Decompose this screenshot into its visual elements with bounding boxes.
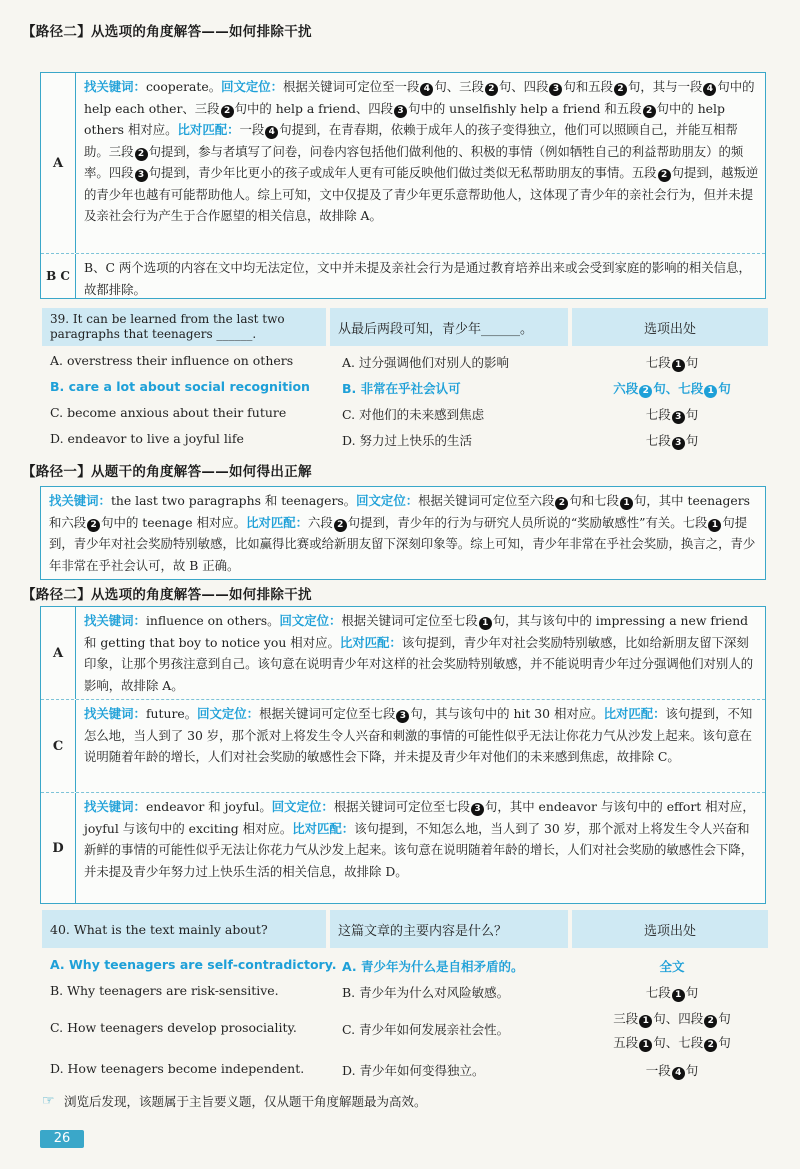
- compare-text: 六段: [308, 514, 333, 530]
- q40-question-zh: [330, 910, 568, 948]
- compare-text: 句提到，青少年对社会奖励特别敏感，比如赢得比赛或给新朋友留下深刻印象等。综上可知，青少年非常在乎社会奖励，换言之，青少年非常在乎社会认可，故 B 正确。: [49, 514, 756, 573]
- q39-option-c: [42, 402, 768, 426]
- locate-text: 句，其中 teenagers 和六段: [49, 493, 751, 530]
- compare-text: 该句提到，不知怎么地，当人到了 30 岁，那个派对上将发生令人兴奋和新鲜的事情的可能性似乎无法让你花力气从沙发上起来。该句意在说明随着年龄的增长，人们对社会奖励的敏感性会下降，并未提及青少年努力过上快乐生活的相关信息，故排除 D。: [84, 820, 754, 879]
- tip-text: 浏览后发现，该题属于主旨要义题，仅从题干角度解题最为高效。: [64, 1094, 427, 1109]
- sentence-number-icon: 1: [620, 497, 633, 510]
- source-text: 句、四段: [653, 1011, 704, 1026]
- sentence-number-icon: 1: [639, 1039, 652, 1052]
- sentence-number-icon: 1: [708, 519, 721, 532]
- locate-text: 句、三段: [434, 79, 484, 94]
- keyword-label: 找关键词：: [84, 79, 146, 94]
- keyword-label: 找关键词：: [84, 613, 146, 628]
- locate-text: 句、四段: [498, 79, 549, 94]
- source-text: 句、七段: [653, 381, 704, 396]
- source-text: 句: [718, 1035, 731, 1050]
- option-letter: B C: [41, 254, 76, 298]
- sentence-number-icon: 1: [479, 617, 492, 630]
- sentence-number-icon: 2: [658, 169, 671, 182]
- sentence-number-icon: 3: [471, 803, 484, 816]
- sentence-number-icon: 2: [87, 519, 100, 532]
- locate-text: 根据关键词可定位至一段: [283, 79, 420, 94]
- source-text: 句、七段: [653, 1035, 704, 1050]
- option-row-c: [41, 699, 765, 792]
- sentence-number-icon: 2: [221, 105, 234, 118]
- option-row-bc: [41, 253, 765, 298]
- option-en: A. Why teenagers are self-contradictory.: [50, 957, 337, 972]
- option-letter: A: [41, 73, 76, 253]
- compare-label: 比对匹配：: [246, 514, 309, 530]
- compare-text: 一段: [239, 122, 265, 137]
- q40-option-a: [42, 954, 768, 978]
- option-zh: D. 青少年如何变得独立。: [342, 1063, 485, 1078]
- option-source: [577, 1033, 767, 1052]
- locate-text: 句，其与该句中的 impressing a new friend 和 getting that boy to notice you 相对应。: [84, 613, 749, 650]
- option-en: C. become anxious about their future: [50, 405, 287, 420]
- source-text: 三段: [613, 1011, 639, 1026]
- source-header-text: 选项出处: [643, 321, 696, 337]
- option-en: A. overstress their influence on others: [50, 353, 294, 368]
- option-row-a: [41, 607, 765, 699]
- option-source: 全文: [659, 959, 685, 974]
- option-explanation: B、C 两个选项的内容在文中均无法定位，文中并未提及亲社会行为是通过教育培养出来或会受到家庭的影响的相关信息，故都排除。: [84, 260, 751, 297]
- sentence-number-icon: 1: [672, 359, 685, 372]
- keyword-label: 找关键词：: [84, 799, 146, 814]
- source-text: 七段: [645, 407, 671, 422]
- keyword-label: 找关键词：: [49, 493, 111, 508]
- sentence-number-icon: 4: [420, 83, 433, 96]
- option-row-a: [41, 73, 765, 253]
- sentence-number-icon: 2: [555, 497, 568, 510]
- source-text: 句: [685, 985, 699, 1000]
- page-number: 26: [40, 1130, 84, 1148]
- source-text: 六段: [613, 381, 639, 396]
- option-zh: C. 对他们的未来感到焦虑: [342, 407, 485, 422]
- section-title-path2-b: 【路径二】从选项的角度解答——如何排除干扰: [22, 587, 312, 603]
- q40-option-c: [42, 1006, 768, 1056]
- locate-text: 根据关键词可定位至七段: [333, 799, 471, 814]
- source-header-text: 选项出处: [643, 923, 696, 939]
- sentence-number-icon: 2: [334, 519, 347, 532]
- locate-label: 回文定位：: [279, 613, 342, 628]
- locate-label: 回文定位：: [197, 706, 260, 721]
- locate-text: 句和七段: [569, 493, 619, 508]
- locate-text: 根据关键词可定位至七段: [259, 706, 396, 721]
- source-text: 一段: [645, 1063, 671, 1078]
- q39-question-en: [42, 308, 326, 346]
- source-text: 七段: [645, 985, 671, 1000]
- keyword: cooperate。: [145, 79, 222, 94]
- locate-text: 根据关键词可定位至六段: [418, 493, 555, 508]
- compare-text: 该句提到，不知怎么地，当人到了 30 岁，那个派对上将发生令人兴奋和刺激的事情的可能性似乎无法让你花力气从沙发上起来。该句意在说明随着年龄的增长，人们对社会奖励的敏感性会下降，并未提及青少年对他们的未来感到焦虑，故排除 C。: [84, 706, 753, 764]
- option-letter: A: [41, 607, 76, 699]
- sentence-number-icon: 4: [265, 126, 278, 139]
- q39-option-d: [42, 428, 768, 452]
- option-en: C. How teenagers develop prosociality.: [50, 1020, 297, 1035]
- sentence-number-icon: 3: [135, 169, 148, 182]
- compare-text: 句提到，青少年的行为与研究人员所说的“奖励敏感性”有关。七段: [347, 514, 708, 530]
- option-source: [577, 1009, 767, 1028]
- option-explanation: [76, 793, 765, 903]
- section-title-path1: 【路径一】从题干的角度解答——如何得出正解: [22, 464, 312, 480]
- sentence-number-icon: 2: [643, 105, 656, 118]
- option-zh: A. 过分强调他们对别人的影响: [342, 355, 509, 370]
- compare-label: 比对匹配：: [339, 634, 402, 650]
- locate-text: 句中的 help others 相对应。: [84, 100, 725, 137]
- keyword: endeavor 和 joyful。: [145, 799, 272, 814]
- option-en: B. care a lot about social recognition: [50, 379, 310, 394]
- q40-option-b: [42, 980, 768, 1004]
- sentence-number-icon: 3: [394, 105, 407, 118]
- sentence-number-icon: 3: [396, 710, 409, 723]
- sentence-number-icon: 2: [485, 83, 498, 96]
- locate-text: 句和五段: [563, 79, 614, 94]
- locate-text: 句中的 teenage 相对应。: [101, 514, 247, 530]
- keyword: future。: [145, 706, 198, 721]
- locate-text: 句，其与该句中的 hit 30 相对应。: [410, 706, 604, 721]
- keyword: influence on others。: [145, 613, 280, 628]
- source-text: 句: [685, 433, 699, 448]
- option-explanation: [76, 700, 765, 792]
- option-source: [577, 431, 767, 450]
- q39-option-b: [42, 376, 768, 400]
- option-source: [577, 379, 767, 398]
- option-en: D. How teenagers become independent.: [50, 1061, 305, 1076]
- option-row-d: [41, 792, 765, 903]
- source-text: 句: [685, 1063, 699, 1078]
- option-letter: C: [41, 700, 76, 792]
- locate-text: 句，其中 endeavor 与该句中的 effort 相对应，joyful 与该句中的 exciting 相对应。: [84, 799, 755, 836]
- locate-label: 回文定位：: [221, 79, 284, 94]
- sentence-number-icon: 2: [704, 1039, 717, 1052]
- compare-text: 句提到，在青春期，依赖于成年人的孩子变得独立，他们可以照顾自己，并能互相帮助。三段: [84, 122, 738, 159]
- locate-text: 句中的 help a friend、四段: [234, 100, 394, 116]
- sentence-number-icon: 4: [672, 1067, 685, 1080]
- tip-note: [42, 1092, 427, 1110]
- locate-label: 回文定位：: [271, 799, 334, 814]
- sentence-number-icon: 1: [704, 385, 717, 398]
- keyword: the last two paragraphs 和 teenagers。: [110, 493, 357, 508]
- keyword-label: 找关键词：: [84, 706, 146, 721]
- source-text: 七段: [645, 355, 671, 370]
- sentence-number-icon: 2: [639, 385, 652, 398]
- stem-analysis-box: [40, 486, 766, 580]
- pointing-hand-icon: ☞: [42, 1093, 55, 1109]
- sentence-number-icon: 3: [672, 411, 685, 424]
- sentence-number-icon: 1: [672, 989, 685, 1002]
- option-zh: B. 非常在乎社会认可: [342, 381, 461, 396]
- q39-source-header: [572, 308, 768, 346]
- option-source: [577, 983, 767, 1002]
- option-zh: B. 青少年为什么对风险敏感。: [342, 985, 510, 1000]
- option-en: D. endeavor to live a joyful life: [50, 431, 244, 446]
- q40-option-d: [42, 1058, 768, 1082]
- option-analysis-box: [40, 72, 766, 299]
- option-analysis-box-2: [40, 606, 766, 904]
- option-explanation: [76, 73, 765, 253]
- source-text: 句: [685, 407, 699, 422]
- option-en: B. Why teenagers are risk-sensitive.: [50, 983, 279, 998]
- compare-text: 句提到，参与者填写了问卷，问卷内容包括他们做利他的、积极的事情（例如牺牲自己的利益帮助朋友）的频率。四段: [84, 143, 744, 180]
- sentence-number-icon: 2: [614, 83, 627, 96]
- locate-label: 回文定位：: [356, 493, 419, 508]
- sentence-number-icon: 2: [704, 1015, 717, 1028]
- sentence-number-icon: 3: [549, 83, 562, 96]
- section-title-path2: 【路径二】从选项的角度解答——如何排除干扰: [22, 24, 312, 40]
- option-zh: C. 青少年如何发展亲社会性。: [342, 1022, 510, 1037]
- question-text-zh: 从最后两段可知，青少年______。: [338, 321, 534, 337]
- compare-label: 比对匹配：: [603, 706, 666, 721]
- compare-text: 该句提到，青少年对社会奖励特别敏感，比如给新朋友留下深刻印象，让那个男孩注意到自己。该句意在说明青少年对这样的社会奖励特别敏感，并不能说明青少年过分强调他们对别人的影响，故排除 A。: [84, 634, 754, 693]
- q40-source-header: [572, 910, 768, 948]
- question-text-en: 39. It can be learned from the last two paragraphs that teenagers ______.: [50, 312, 285, 341]
- option-zh: A. 青少年为什么是自相矛盾的。: [342, 959, 524, 974]
- compare-label: 比对匹配：: [292, 820, 355, 836]
- sentence-number-icon: 2: [135, 148, 148, 161]
- source-text: 七段: [645, 433, 671, 448]
- locate-text: 根据关键词可定位至七段: [341, 613, 478, 628]
- sentence-number-icon: 1: [639, 1015, 652, 1028]
- source-text: 五段: [613, 1035, 639, 1050]
- sentence-number-icon: 4: [703, 83, 716, 96]
- source-text: 句: [718, 1011, 731, 1026]
- option-zh: D. 努力过上快乐的生活: [342, 433, 473, 448]
- option-source: [577, 1061, 767, 1080]
- q39-question-zh: [330, 308, 568, 346]
- source-text: 句: [718, 381, 731, 396]
- compare-text: 句提到，青少年比更小的孩子或成年人更有可能反映他们做过类似无私帮助朋友的事情。五段: [148, 165, 657, 180]
- source-text: 句: [685, 355, 699, 370]
- locate-text: 句中的 help each other、三段: [84, 79, 755, 116]
- option-source: [577, 353, 767, 372]
- sentence-number-icon: 3: [672, 437, 685, 450]
- q40-question-en: [42, 910, 326, 948]
- option-explanation: [76, 607, 765, 699]
- locate-text: 句，其与一段: [628, 79, 703, 94]
- compare-text: 句提到，越叛逆的青少年也越有可能帮助他人。综上可知，文中仅提及了青少年更乐意帮助他人，这体现了青少年的亲社会行为，但并未提及亲社会行为产生于合作愿望的相关信息，故排除 A。: [84, 165, 759, 223]
- compare-label: 比对匹配：: [177, 122, 240, 137]
- question-text-zh: 这篇文章的主要内容是什么？: [338, 923, 508, 939]
- locate-text: 句中的 unselfishly help a friend 和五段: [408, 100, 642, 116]
- option-source: [577, 405, 767, 424]
- option-letter: D: [41, 793, 76, 903]
- question-text-en: 40. What is the text mainly about?: [50, 921, 268, 937]
- q39-option-a: [42, 350, 768, 374]
